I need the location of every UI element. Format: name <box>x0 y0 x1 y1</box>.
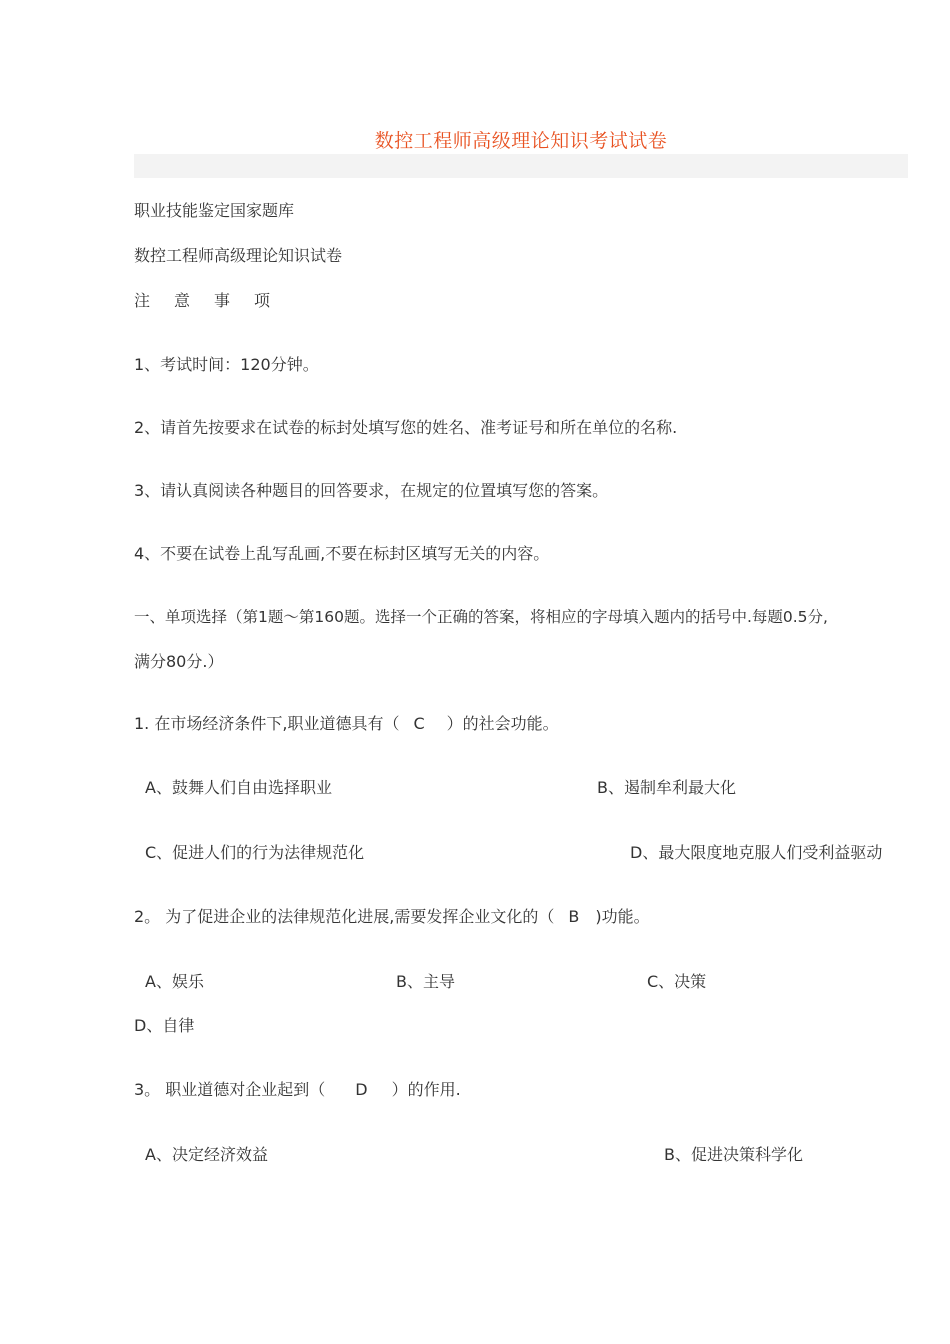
question-stem-text: )功能。 <box>595 907 650 926</box>
answer-letter: D <box>355 1080 368 1099</box>
answer-letter: B <box>568 907 580 926</box>
option-d: D、自律 <box>134 1016 195 1035</box>
question-stem-text: ）的社会功能。 <box>446 714 559 733</box>
question-stem-text: 1. 在市场经济条件下,职业道德具有（ <box>134 714 400 733</box>
page-title: 数控工程师高级理论知识考试试卷 <box>374 130 668 152</box>
instruction-item: 4、不要在试卷上乱写乱画,不要在标封区填写无关的内容。 <box>134 544 550 563</box>
notice-heading <box>134 291 294 311</box>
question-stem <box>134 1080 461 1100</box>
instruction-item: 1、考试时间：120分钟。 <box>134 355 319 374</box>
option-d: D、最大限度地克服人们受利益驱动 <box>630 843 883 862</box>
answer-letter: C <box>413 714 425 733</box>
option-b: B、促进决策科学化 <box>664 1145 803 1164</box>
question-stem-text: 3。 职业道德对企业起到（ <box>134 1080 326 1099</box>
notice-char: 注 <box>134 291 151 310</box>
notice-char: 项 <box>254 291 271 310</box>
section-heading-cont: 满分80分.） <box>134 652 224 671</box>
paper-name: 数控工程师高级理论知识试卷 <box>134 246 343 265</box>
question-stem-text: 2。 为了促进企业的法律规范化进展,需要发挥企业文化的（ <box>134 907 555 926</box>
section-heading: 一、单项选择（第1题～第160题。选择一个正确的答案，将相应的字母填入题内的括号中.每题0.5分, <box>134 608 828 626</box>
option-c: C、决策 <box>647 972 707 991</box>
instruction-item: 3、请认真阅读各种题目的回答要求，在规定的位置填写您的答案。 <box>134 481 609 500</box>
option-a: A、鼓舞人们自由选择职业 <box>145 778 332 797</box>
question-stem <box>134 714 559 734</box>
notice-char: 事 <box>214 291 231 310</box>
question-bank-label: 职业技能鉴定国家题库 <box>134 201 295 220</box>
notice-char: 意 <box>174 291 191 310</box>
option-c: C、促进人们的行为法律规范化 <box>145 843 365 862</box>
instruction-item: 2、请首先按要求在试卷的标封处填写您的姓名、准考证号和所在单位的名称. <box>134 418 678 437</box>
option-a: A、娱乐 <box>145 972 204 991</box>
question-stem-text: ）的作用. <box>391 1080 461 1099</box>
option-b: B、主导 <box>396 972 455 991</box>
title-divider-bar <box>134 154 908 178</box>
option-b: B、遏制牟利最大化 <box>597 778 736 797</box>
question-stem <box>134 907 650 927</box>
option-a: A、决定经济效益 <box>145 1145 268 1164</box>
